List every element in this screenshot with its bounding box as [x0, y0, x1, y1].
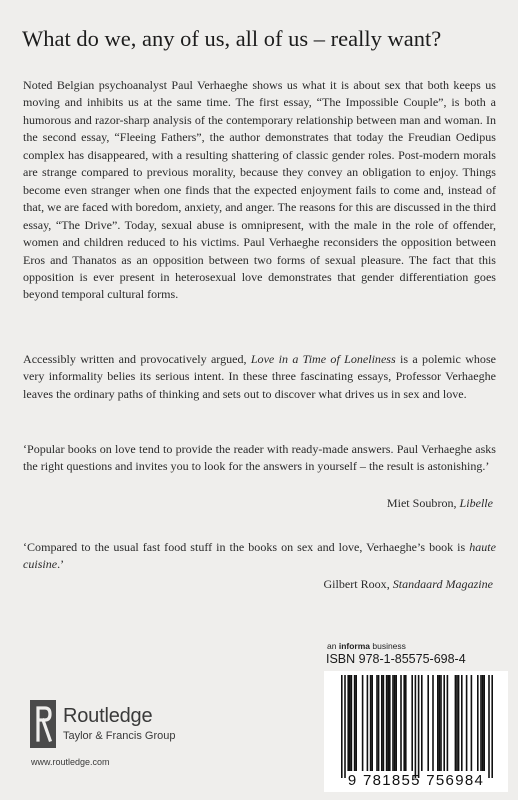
- barcode-bar-7: [362, 675, 364, 771]
- barcode-bar-21: [400, 675, 402, 771]
- barcode-bar-33: [443, 675, 445, 771]
- barcode-bar-2: [347, 675, 349, 771]
- barcode-bar-32: [440, 675, 442, 771]
- barcode-bar-26: [418, 675, 420, 778]
- barcode-bar-27: [421, 675, 423, 771]
- barcode-bar-9: [370, 675, 372, 771]
- barcode-bar-29: [432, 675, 434, 771]
- barcode-bar-24: [411, 675, 413, 771]
- barcode-bar-25: [415, 675, 417, 778]
- barcode-bar-39: [466, 675, 468, 771]
- barcode-bar-14: [383, 675, 385, 771]
- barcode-bar-15: [386, 675, 388, 771]
- barcode-bar-3: [349, 675, 351, 771]
- barcode-bar-36: [456, 675, 458, 771]
- routledge-logo-icon: [30, 700, 56, 748]
- barcode-digits: 9 781855 756984: [347, 772, 485, 789]
- barcode-bar-23: [405, 675, 407, 771]
- barcode-bar-41: [477, 675, 479, 771]
- barcode-bar-4: [351, 675, 353, 771]
- barcode-bar-16: [387, 675, 389, 771]
- barcode-bar-8: [367, 675, 369, 771]
- barcode-bar-35: [455, 675, 457, 771]
- barcode-bar-0: [341, 675, 343, 778]
- barcode-bar-17: [389, 675, 391, 771]
- review-quote-1: ‘Popular books on love tend to provide the reader with ready-made answers. Paul Verhaeghe asks the right questions and invites you to look for the answers in yourself – the result is astonishing.’: [23, 442, 496, 474]
- review-attribution-2: Gilbert Roox, Standaard Magazine: [323, 577, 493, 591]
- barcode-bar-46: [491, 675, 493, 778]
- barcode-bar-28: [427, 675, 429, 771]
- barcode-bar-37: [458, 675, 460, 771]
- barcode-bar-31: [439, 675, 441, 771]
- barcode-bar-5: [354, 675, 356, 771]
- barcode-bar-38: [461, 675, 463, 771]
- barcode-bar-20: [395, 675, 397, 771]
- barcode-bar-43: [482, 675, 484, 771]
- barcode-bar-6: [355, 675, 357, 771]
- publisher-name: Routledge: [63, 705, 153, 727]
- isbn-label: ISBN 978-1-85575-698-4: [326, 652, 466, 666]
- review-quote-2: ‘Compared to the usual fast food stuff in the books on sex and love, Verhaeghe’s book is haute cuisine.’: [23, 540, 496, 572]
- barcode-bar-30: [437, 675, 439, 771]
- barcode-bar-18: [392, 675, 394, 771]
- barcode-bar-34: [447, 675, 449, 771]
- publisher-url[interactable]: www.routledge.com: [31, 757, 110, 767]
- barcode-bar-42: [480, 675, 482, 771]
- barcode-bar-13: [381, 675, 383, 771]
- barcode-bar-11: [376, 675, 378, 771]
- barcode-bar-1: [344, 675, 346, 778]
- publisher-group: Taylor & Francis Group: [63, 730, 176, 742]
- informa-tagline: an informa business: [327, 641, 406, 651]
- headline: What do we, any of us, all of us – really want?: [22, 26, 442, 51]
- barcode-bar-45: [488, 675, 490, 778]
- barcode-bar-12: [378, 675, 380, 771]
- barcode-bar-19: [394, 675, 396, 771]
- barcode: [324, 671, 508, 792]
- description-paragraph-2: Accessibly written and provocatively argued, Love in a Time of Loneliness is a polemic whose very informality belies its serious intent. In these three fascinating essays, Professor Verhaeghe leaves the ordinary paths of thinking and sets out to discover what drives us in sex and love.: [23, 352, 496, 401]
- barcode-bar-10: [371, 675, 373, 771]
- description-paragraph-1: Noted Belgian psychoanalyst Paul Verhaeghe shows us what it is about sex that both keeps us moving and inhibits us at the same time. The first essay, “The Impossible Couple”, is both a humorous and razor-sharp analysis of the contemporary relationship between man and woman. In the second essay, “Fleeing Fathers”, the author demonstrates that today the Freudian Oedipus complex has disappeared, with a resulting shattering of classic gender roles. Post-modern morals are strange compared to previous morality, because they convey an obligation to enjoy. Things become even stranger when one finds that the expected enjoyment fails to come and, instead of that, we are faced with boredom, anxiety, and anger. The reasons for this are discussed in the third essay, “The Drive”. Today, sexual abuse is omnipresent, with the male in the role of offender, women and children reduced to his victims. Paul Verhaeghe reconsiders the opposition between Eros and Thanatos as an opposition between two forms of sexual pleasure. The fact that this opposition is ever present in heterosexual love demonstrates that gender differentiation goes beyond temporal cultural forms.: [23, 78, 496, 302]
- barcode-bar-40: [471, 675, 473, 771]
- review-attribution-1: Miet Soubron, Libelle: [386, 496, 493, 510]
- barcode-bar-44: [483, 675, 485, 771]
- barcode-bar-22: [403, 675, 405, 771]
